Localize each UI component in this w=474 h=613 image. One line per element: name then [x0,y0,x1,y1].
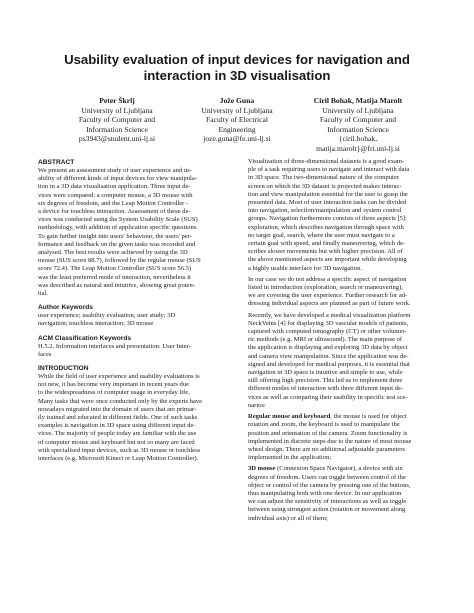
text-line: vices was conducted using the System Usability Scale (SUS) [38,216,198,224]
text-line: rotation and zoom, the keyboard is used to manipulate the [248,421,400,429]
text-line: listed in introduction (exploration, search or maneuvering), [248,284,403,292]
text-line: methodology, with addition of application specific questions. [38,224,198,232]
text-line: ric methods (e.g. MRI or ultrasound). The main purpose of [248,336,403,344]
text-line: position and orientation of the camera. Zoom functionality is [248,429,408,437]
author-3 [300,96,416,154]
text-line: presented data. Most of user interaction tasks can be divided [248,199,407,207]
abstract-text [38,167,238,298]
text-line: In our case we do not address a specific aspect of navigation [248,275,407,283]
text-line: H.5.2. Information interfaces and presentation: User Inter- [38,342,191,350]
text-line: individual axis) or all of them; [248,514,328,522]
text-line: dressing individual aspects are planned as part of future work. [248,300,411,308]
text-line: we are covering the user experience. Further research for ad- [248,292,408,300]
title-line: interaction in 3D visualisation [143,67,331,83]
keywords-text [38,312,238,328]
text-line: the application is displaying and exploring 3D data by object [248,344,408,352]
author-affiliation: Faculty of Computer and [319,115,397,125]
author-email: ps3943@student.uni-lj.si [78,134,156,144]
keywords-heading: Author Keywords [38,304,93,312]
text-line: Visualization of three-dimensional datasets is a good exam- [248,158,405,165]
text-line: ily trained and educated in different fields. One of such tasks [38,414,198,422]
text-line: implemented in discrete steps due to the nature of most mouse [248,437,412,445]
text-line: of computer mouse and keyboard but not so many are faced [38,438,195,446]
text-line: ability of different kinds of input devices for view manipula- [38,175,197,183]
introduction-heading: INTRODUCTION [38,365,89,373]
text-line: While the field of user experience and usability evaluations is [38,373,200,381]
text-line: degrees of freedom. Users can toggle between control of the [248,473,406,481]
text-line: no target goal, search, where the user must navigate to a [248,231,395,239]
author-affiliation: Information Science [86,124,148,134]
author-name: Jože Guna [219,96,255,105]
author-email: joze.guna@fe.uni-lj.si [203,134,271,144]
regular-mouse-term: Regular mouse and keyboard [248,413,331,421]
acm-text [38,343,238,359]
text-line: , the mouse is used for object [330,413,407,421]
text-line: screen on which the 3D dataset is projected makes interac- [248,182,402,190]
text-line: a device for touchless interaction. Assessment of these de- [38,208,191,216]
author-affiliation: University of Ljubljana [322,105,394,115]
text-line: was the least preferred mode of interaction, nevertheless it [38,273,191,281]
text-line: narios: [248,401,266,409]
text-line: groups. Navigation furthermore consists of three aspects [5]: [248,215,407,223]
text-line: thus manipulating both with one device. In our application [248,489,402,497]
paragraph-regular-mouse [248,413,448,462]
text-line: object or control of the camera by pressing one of the buttons, [248,481,411,489]
text-line: NeckVeins [4] for displaying 3D vascular models of patients, [248,319,409,327]
author-affiliation: Information Science [327,124,389,134]
text-line: mouse (SUS score 88.7), followed by the regular mouse (SUS [38,257,201,265]
author-2 [183,96,291,144]
text-line: (Connexion Space Navigator), a device with six [275,465,403,473]
text-line: tion in a 3D data visualisation application. Three input de- [38,183,191,191]
text-line: score 72.4). The Leap Motion Controller (SUS score 56.5) [38,265,192,273]
text-line: six degrees of freedom, and the Leap Motion Controller - [38,199,189,207]
text-line: formance and feedback on the given tasks was recorded and [38,240,196,248]
paragraph-scope [248,276,448,309]
text-line: into navigation, selection/manipulation and system control [248,207,402,215]
text-line: implemented in the application; [248,454,332,462]
text-line: user experience; usability evaluation, user study; 3D [38,312,176,320]
text-line: tial. [38,290,48,298]
text-line: with specialised input devices, such as 3D mouse or touchless [38,446,201,454]
text-line: different modes of interaction with three different input de- [248,385,404,393]
text-line: vices. The majority of people today are familiar with the use [38,430,197,438]
author-affiliation: University of Ljubljana [81,105,153,115]
text-line: tion and view manipulation essential for the user to grasp the [248,190,408,198]
right-column [248,158,448,523]
left-column [38,158,238,463]
text-line: To gain further insight into users' behaviour, the users' per- [38,232,192,240]
paragraph-neckveins [248,312,448,410]
paragraph-3d-mouse [248,465,448,522]
text-line: We present an assessment study of user experience and us- [38,167,192,174]
abstract-heading: ABSTRACT [38,159,75,166]
text-line: was described as natural and intuitive, showing great poten- [38,281,195,289]
text-line: navigation; touchless interaction; 3D mouse [38,320,154,328]
author-affiliation: Faculty of Computer and [78,115,156,125]
paper-title [30,52,444,83]
title-line: Usability evaluation of input devices for navigation and [64,52,410,67]
3d-mouse-term: 3D mouse [248,465,276,473]
text-line: analysed. The best results were achieved by using the 3D [38,249,188,257]
text-line: between using strongest action (rotation or movement along [248,506,406,514]
text-line: we can adjust the sensitivity of interactions as well as toggle [248,498,407,506]
text-line: interfaces (e.g. Microsoft Kinect or Leap Motion Controller). [38,455,199,463]
text-line: still offering high precision. This led us to implement three [248,377,403,385]
author-affiliation: University of Ljubljana [201,105,273,115]
text-line: vices were compared: a computer mouse, a 3D mouse with [38,191,193,199]
acm-heading: ACM Classification Keywords [38,334,132,342]
text-line: faces [38,350,52,358]
text-line: and camera view manipulation. Since the application was de- [248,352,409,360]
text-line: to the widespreadness of computer usage in everyday life. [38,389,190,397]
author-block [0,96,474,156]
text-line: not new, it has become very important in recent years due [38,381,190,389]
text-line: nowadays migrated into the domain of users that are primar- [38,405,197,413]
text-line: captured with computed tomography (CT) or other volumet- [248,328,407,336]
text-line: the above mentioned aspects are important while developing [248,256,407,264]
text-line: in 3D space. The two-dimensional nature of the computer [248,174,399,182]
text-line: wheel design. There are no additional adjustable parameters [248,445,405,453]
text-line: examples is navigation in 3D space using different input de- [38,422,196,430]
author-email: matija.marolt}@fri.uni-lj.si [316,143,400,153]
author-email: {ciril.bohak, [338,134,378,144]
text-line: ple of a task requiring users to navigate and interact with data [248,166,410,174]
text-line: exploration, which describes navigation through space with [248,223,404,231]
text-line: scribes slower movements but with higher precision. All of [248,248,403,256]
text-line: a highly usable interface for 3D navigation. [248,264,362,272]
text-line: Many tasks that were once conducted only by the experts have [38,397,202,405]
author-1 [62,96,172,144]
author-affiliation: Faculty of Electrical [206,115,268,125]
paragraph-visualization [248,158,448,273]
text-line: vices as well as comparing their usability in specific test sce- [248,393,408,401]
introduction-text [38,373,238,463]
text-line: signed and developed for medical purposes, it is essential that [248,360,410,368]
text-line: Recently, we have developed a medical visualization platform [248,311,411,319]
author-name: Ciril Bohak, Matija Marolt [313,96,403,105]
author-affiliation: Engineering [218,124,256,134]
text-line: navigation in 3D space is intuitive and simple to use, while [248,369,403,377]
author-name: Peter Škrlj [99,96,135,105]
text-line: certain goal with speed, and finally maneuvering, which de- [248,240,406,248]
